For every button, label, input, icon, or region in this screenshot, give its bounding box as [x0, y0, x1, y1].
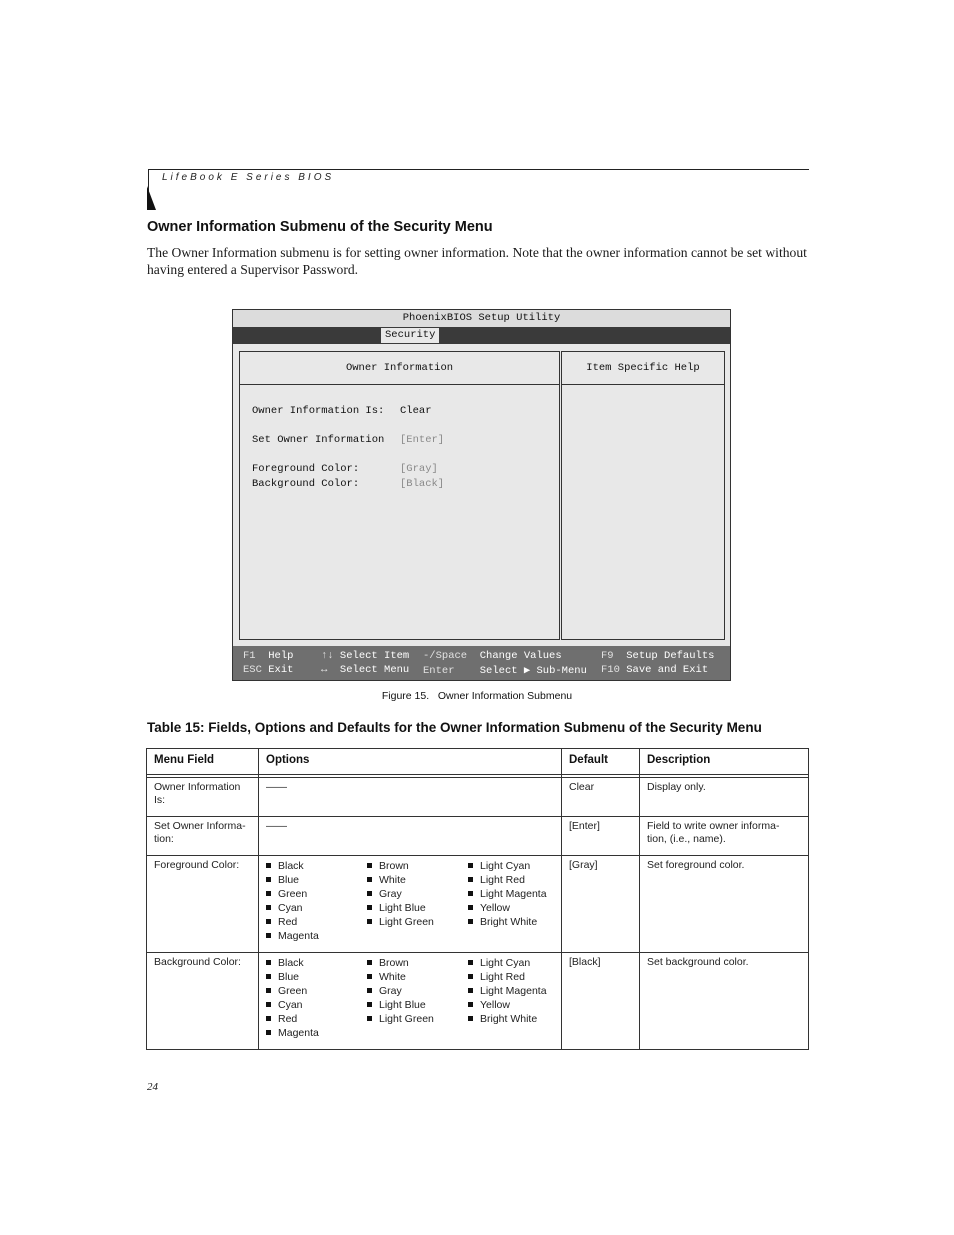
key-space-label: Change Values [479, 650, 562, 662]
list-item: Light Green [367, 1012, 434, 1026]
row-set-owner-information-options: —— [266, 820, 287, 832]
figure-caption: Figure 15. Owner Information Submenu [381, 690, 573, 702]
list-item: Light Blue [367, 901, 434, 915]
key-f9-label: Setup Defaults [626, 650, 715, 662]
list-item: Yellow [468, 998, 547, 1012]
list-item: Light Red [468, 873, 547, 887]
key-leftright: ↔ [321, 664, 328, 676]
field-background-color[interactable]: Background Color: [252, 478, 360, 490]
field-owner-information-is: Owner Information Is: [252, 405, 385, 417]
list-item: Light Magenta [468, 887, 547, 901]
th-description: Description [647, 754, 711, 766]
list-item: Gray [367, 984, 434, 998]
row-background-color-description: Set background color. [647, 956, 749, 968]
menu-item-security[interactable]: Security [381, 328, 439, 343]
list-item: Brown [367, 956, 434, 970]
owner-information-panel-title: Owner Information [240, 352, 559, 385]
row-background-color-field: Background Color: [154, 956, 241, 968]
table-title: Table 15: Fields, Options and Defaults for the Owner Information Submenu of the Security Menu [147, 720, 762, 735]
key-leftright-label: Select Menu [339, 664, 410, 676]
field-set-owner-information[interactable]: Set Owner Information [252, 434, 385, 446]
bg-options-col3 [468, 956, 547, 1026]
list-item: White [367, 873, 434, 887]
table-row-rule [147, 952, 808, 953]
list-item: White [367, 970, 434, 984]
key-esc-label: Exit [268, 664, 294, 676]
field-foreground-color[interactable]: Foreground Color: [252, 463, 360, 475]
bios-key-legend [233, 646, 730, 680]
list-item: Bright White [468, 915, 547, 929]
row-background-color-default: [Black] [569, 956, 601, 968]
table-col-divider [639, 749, 640, 1049]
value-set-owner-information[interactable]: [Enter] [400, 434, 445, 446]
fg-options-col3 [468, 859, 547, 929]
list-item: Blue [266, 873, 319, 887]
value-background-color[interactable]: [Black] [400, 478, 445, 490]
value-foreground-color[interactable]: [Gray] [400, 463, 438, 475]
list-item: Red [266, 1012, 319, 1026]
row-set-owner-information-field: Set Owner Informa- tion: [154, 820, 246, 845]
list-item: Green [266, 984, 319, 998]
bios-screen [232, 309, 731, 681]
row-owner-information-description: Display only. [647, 781, 706, 793]
bg-options-col2 [367, 956, 434, 1026]
key-enter: Enter [423, 665, 455, 677]
th-default: Default [569, 754, 608, 766]
key-f1: F1 [243, 650, 256, 662]
list-item: Light Cyan [468, 956, 547, 970]
list-item: Magenta [266, 929, 319, 943]
list-item: Yellow [468, 901, 547, 915]
row-foreground-color-field: Foreground Color: [154, 859, 240, 871]
list-item: Cyan [266, 901, 319, 915]
section-title: Owner Information Submenu of the Security Menu [147, 219, 493, 235]
item-specific-help-title: Item Specific Help [562, 352, 724, 385]
fg-options-col1 [266, 859, 319, 943]
page-number: 24 [147, 1081, 158, 1093]
fg-options-col2 [367, 859, 434, 929]
list-item: Light Cyan [468, 859, 547, 873]
list-item: Cyan [266, 998, 319, 1012]
row-owner-information-field: Owner Information Is: [154, 781, 241, 806]
header-wedge-mark [147, 186, 156, 210]
list-item: Light Blue [367, 998, 434, 1012]
table-header-rule [147, 774, 808, 775]
list-item: Black [266, 956, 319, 970]
key-updown-label: Select Item [339, 650, 410, 662]
row-set-owner-information-default: [Enter] [569, 820, 600, 832]
value-owner-information-is: Clear [400, 405, 432, 417]
key-updown: ↑↓ [321, 650, 334, 662]
row-set-owner-information-description: Field to write owner informa- tion, (i.e., name). [647, 820, 780, 845]
table-row-rule [147, 816, 808, 817]
list-item: Black [266, 859, 319, 873]
header-rule [148, 169, 809, 170]
item-specific-help-panel [561, 351, 725, 640]
th-options: Options [266, 754, 310, 766]
list-item: Brown [367, 859, 434, 873]
key-space: -/Space [423, 650, 468, 662]
row-foreground-color-description: Set foreground color. [647, 859, 745, 871]
row-owner-information-options: —— [266, 781, 287, 793]
list-item: Red [266, 915, 319, 929]
table-col-divider [561, 749, 562, 1049]
table-header-rule [147, 777, 808, 778]
bg-options-col1 [266, 956, 319, 1040]
list-item: Bright White [468, 1012, 547, 1026]
list-item: Blue [266, 970, 319, 984]
key-enter-label: Select ▶ Sub-Menu [479, 665, 587, 677]
th-menu-field: Menu Field [154, 754, 215, 766]
owner-information-panel [239, 351, 560, 640]
table-col-divider [258, 749, 259, 1049]
list-item: Light Magenta [468, 984, 547, 998]
row-owner-information-default: Clear [569, 781, 595, 793]
row-foreground-color-default: [Gray] [569, 859, 598, 871]
options-table [146, 748, 809, 1050]
key-f1-label: Help [268, 650, 294, 662]
running-header-title: LifeBook E Series BIOS [162, 172, 335, 183]
key-f9: F9 [601, 650, 614, 662]
key-esc: ESC [243, 664, 262, 676]
bios-title: PhoenixBIOS Setup Utility [233, 310, 730, 328]
table-row-rule [147, 855, 808, 856]
bios-menubar [233, 327, 730, 344]
key-f10: F10 [601, 664, 620, 676]
list-item: Magenta [266, 1026, 319, 1040]
intro-paragraph: The Owner Information submenu is for setting owner information. Note that the owner information cannot be set without having entered a Supervisor Password. [147, 245, 807, 277]
list-item: Green [266, 887, 319, 901]
list-item: Light Red [468, 970, 547, 984]
list-item: Light Green [367, 915, 434, 929]
key-f10-label: Save and Exit [626, 664, 709, 676]
list-item: Gray [367, 887, 434, 901]
